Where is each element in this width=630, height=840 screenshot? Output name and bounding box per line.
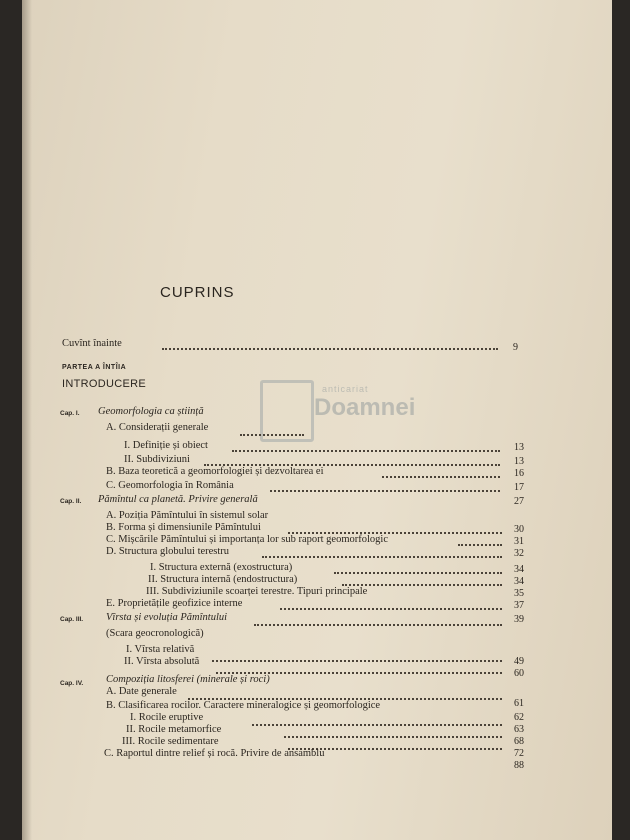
toc-page: 39 <box>514 614 524 625</box>
toc-dots <box>212 660 502 662</box>
toc-page: 88 <box>514 760 524 771</box>
toc-page: 17 <box>514 482 524 493</box>
toc-page: 34 <box>514 576 524 587</box>
toc-entry: III. Subdiviziunile scoarței terestre. Tipuri principale <box>146 586 368 597</box>
toc-page: 34 <box>514 564 524 575</box>
toc-entry: B. Baza teoretică a geomorfologiei și dezvoltarea ei <box>106 466 324 477</box>
watermark-top: anticariat <box>322 384 369 394</box>
toc-page: 9 <box>513 342 518 353</box>
book-page <box>22 0 612 840</box>
section-heading: INTRODUCERE <box>62 378 146 390</box>
toc-page: 16 <box>514 468 524 479</box>
toc-page: 68 <box>514 736 524 747</box>
page-shadow <box>22 0 32 840</box>
toc-dots <box>262 556 502 558</box>
toc-page: 13 <box>514 442 524 453</box>
toc-page: 63 <box>514 724 524 735</box>
chapter-number: Cap. II. <box>60 498 82 505</box>
toc-page: 32 <box>514 548 524 559</box>
chapter-number: Cap. IV. <box>60 680 84 687</box>
toc-dots <box>254 624 502 626</box>
toc-entry: A. Poziția Pămîntului în sistemul solar <box>106 510 269 521</box>
chapter-number: Cap. III. <box>60 616 84 623</box>
toc-dots <box>280 608 502 610</box>
toc-page: 27 <box>514 496 524 507</box>
toc-dots <box>382 476 500 478</box>
chapter-title: Compoziția litosferei (minerale și roci) <box>106 674 270 685</box>
toc-entry: II. Structura internă (endostructura) <box>148 574 298 585</box>
watermark-main: Doamnei <box>314 394 416 421</box>
toc-entry: (Scara geocronologică) <box>106 628 204 639</box>
toc-entry: B. Forma și dimensiunile Pămîntului <box>106 522 261 533</box>
toc-entry: I. Vîrsta relativă <box>126 644 195 655</box>
toc-entry: I. Rocile eruptive <box>130 712 204 723</box>
toc-page: 13 <box>514 456 524 467</box>
chapter-title: Pămîntul ca planetă. Privire generală <box>98 494 258 505</box>
part-heading: PARTEA A ÎNTÎIA <box>62 364 127 371</box>
chapter-title: Geomorfologia ca știință <box>98 406 204 417</box>
chapter-title: Vîrsta și evoluția Pămîntului <box>106 612 228 623</box>
toc-page: 72 <box>514 748 524 759</box>
toc-entry: C. Mișcările Pămîntului și importanța lor sub raport geomorfologic <box>106 534 388 545</box>
toc-dots <box>240 434 304 436</box>
watermark <box>260 380 420 440</box>
toc-page: 49 <box>514 656 524 667</box>
toc-dots <box>232 450 500 452</box>
toc-entry: E. Proprietățile geofizice interne <box>106 598 243 609</box>
toc-entry: I. Structura externă (exostructura) <box>150 562 293 573</box>
toc-entry: II. Rocile metamorfice <box>126 724 222 735</box>
page-title: CUPRINS <box>160 284 235 301</box>
toc-dots <box>334 572 502 574</box>
toc-page: 61 <box>514 698 524 709</box>
toc-dots <box>270 490 500 492</box>
toc-entry: C. Raportul dintre relief și rocă. Privire de ansamblu <box>104 748 325 759</box>
toc-entry: D. Structura globului terestru <box>106 546 230 557</box>
toc-page: 62 <box>514 712 524 723</box>
toc-entry: B. Clasificarea rocilor. Caractere mineralogice și geomorfologice <box>106 700 381 711</box>
toc-dots <box>458 544 502 546</box>
toc-entry: II. Subdiviziuni <box>124 454 190 465</box>
toc-entry: C. Geomorfologia în România <box>106 480 234 491</box>
toc-dots <box>284 736 502 738</box>
watermark-logo-icon <box>260 380 314 442</box>
toc-dots <box>252 724 502 726</box>
toc-entry: III. Rocile sedimentare <box>122 736 219 747</box>
toc-entry: II. Vîrsta absolută <box>124 656 200 667</box>
toc-dots <box>162 348 498 350</box>
toc-page: 30 <box>514 524 524 535</box>
toc-entry: A. Date generale <box>106 686 177 697</box>
toc-page: 37 <box>514 600 524 611</box>
chapter-number: Cap. I. <box>60 410 80 417</box>
toc-entry: A. Considerații generale <box>106 422 209 433</box>
toc-page: 31 <box>514 536 524 547</box>
toc-page: 60 <box>514 668 524 679</box>
toc-page: 35 <box>514 588 524 599</box>
toc-entry: I. Definiție și obiect <box>124 440 208 451</box>
toc-entry-foreword: Cuvînt înainte <box>62 338 122 349</box>
